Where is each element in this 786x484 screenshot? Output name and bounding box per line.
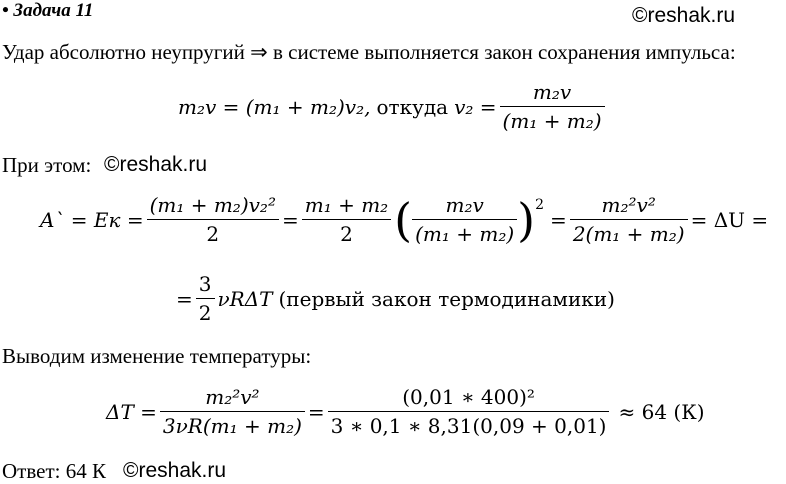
- eq1-left: m₂v = (m₁ + m₂)v₂,: [178, 94, 371, 119]
- eq3-f-den: 2: [196, 298, 215, 325]
- eq2-f4-den: 2(m₁ + m₂): [570, 219, 688, 246]
- equation-first-law: [176, 272, 615, 325]
- watermark-top: ©reshak.ru: [632, 4, 736, 27]
- answer-line: Ответ: 64 К: [2, 459, 106, 483]
- eq3-rest: νRΔT: [217, 286, 273, 311]
- eq2-square: 2: [535, 197, 545, 213]
- left-paren: (: [394, 192, 413, 247]
- eq2-f2-num: m₁ + m₂: [304, 193, 389, 217]
- eq4-f2-num: (0,01 ∗ 400)²: [402, 385, 535, 409]
- eq2-fraction-2: [302, 193, 391, 246]
- eq4-result: ≈ 64 (К): [618, 399, 705, 424]
- eq4-f1-num: m₂²v²: [205, 385, 260, 409]
- equation-temperature: [106, 385, 705, 438]
- eq3-fraction: [196, 272, 215, 325]
- eq3-equals: =: [176, 286, 193, 311]
- eq2-f3-num: m₂v: [445, 193, 484, 217]
- equation-energy: [40, 193, 768, 246]
- task-title: • Задача 11: [2, 0, 94, 21]
- eq4-fraction-1: [160, 385, 305, 438]
- eq4-lhs: ΔT =: [106, 399, 157, 424]
- eq2-equals-b: =: [550, 207, 567, 232]
- eq1-v2: v₂ =: [454, 94, 497, 119]
- equation-momentum: [178, 80, 608, 133]
- watermark-middle: ©reshak.ru: [104, 153, 208, 176]
- eq2-fraction-4: [570, 193, 688, 246]
- eq1-word: откуда: [376, 94, 449, 119]
- watermark-bottom: ©reshak.ru: [123, 459, 227, 482]
- eq2-fraction-3: [412, 193, 517, 246]
- eq2-f4-num: m₂²v²: [601, 193, 656, 217]
- eq4-f1-den: 3νR(m₁ + m₂): [160, 411, 305, 438]
- eq4-f2-den: 3 ∗ 0,1 ∗ 8,31(0,09 + 0,01): [328, 411, 610, 438]
- eq1-fraction: [500, 80, 605, 133]
- eq2-equals-a: =: [281, 207, 299, 232]
- eq2-f1-den: 2: [147, 219, 279, 246]
- line-pri-etom: При этом:: [2, 153, 92, 177]
- right-paren: ): [517, 192, 536, 247]
- eq2-tail: = ΔU =: [690, 207, 769, 232]
- eq2-fraction-1: [147, 193, 279, 246]
- eq2-f3-den: (m₁ + m₂): [412, 219, 517, 246]
- eq3-note: (первый закон термодинамики): [278, 286, 615, 311]
- eq2-lhs: A` = Eк =: [40, 207, 144, 232]
- eq4-equals: =: [307, 399, 325, 424]
- eq4-fraction-2: [328, 385, 610, 438]
- eq3-f-num: 3: [198, 272, 212, 296]
- eq1-frac-num: m₂v: [532, 80, 572, 104]
- statement-line: Удар абсолютно неупругий ⇒ в системе выполняется закон сохранения импульса:: [2, 40, 736, 64]
- eq2-f1-num: (m₁ + m₂)v₂²: [149, 193, 276, 217]
- line-derivation: Выводим изменение температуры:: [2, 344, 312, 368]
- eq1-frac-den: (m₁ + m₂): [500, 106, 605, 133]
- eq2-f2-den: 2: [302, 219, 391, 246]
